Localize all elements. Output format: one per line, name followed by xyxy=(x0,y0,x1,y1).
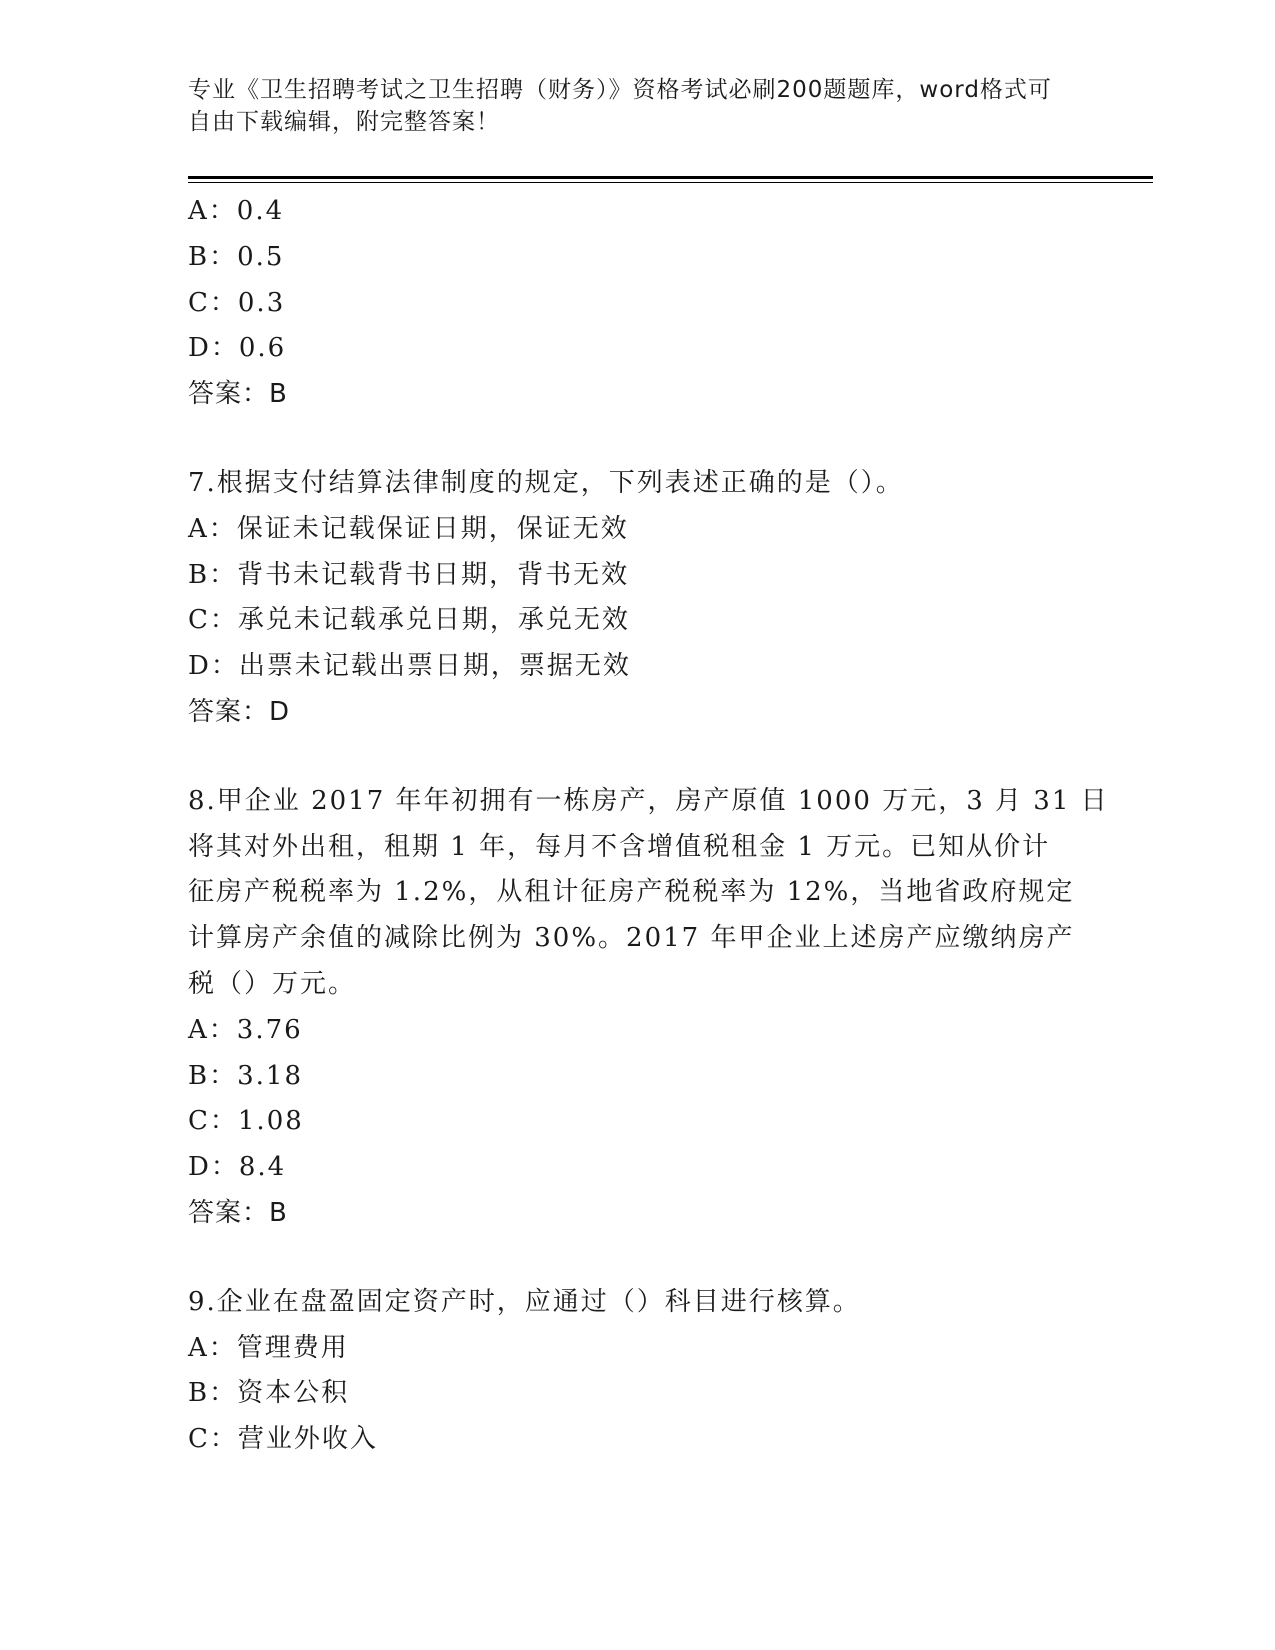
document-page xyxy=(188,0,1153,1650)
question-6 xyxy=(188,189,1048,418)
header-rule-thick xyxy=(188,176,1153,179)
option-a: A：保证未记载保证日期，保证无效 xyxy=(188,513,629,544)
answer: 答案：D xyxy=(188,696,291,727)
option-b: B：背书未记载背书日期，背书无效 xyxy=(188,559,630,590)
option-d: D：0.6 xyxy=(188,333,287,364)
question-text: 7.根据支付结算法律制度的规定，下列表述正确的是（）。 xyxy=(188,467,904,498)
question-9 xyxy=(188,1280,1048,1463)
question-text-line: 税（）万元。 xyxy=(188,968,357,999)
option-b: B：资本公积 xyxy=(188,1378,350,1409)
option-a: A：管理费用 xyxy=(188,1332,349,1363)
option-c: C：0.3 xyxy=(188,287,286,318)
option-b: B：3.18 xyxy=(188,1060,303,1091)
answer: 答案：B xyxy=(188,1197,288,1228)
option-c: C：1.08 xyxy=(188,1106,304,1137)
question-text: 9.企业在盘盈固定资产时，应通过（）科目进行核算。 xyxy=(188,1286,861,1317)
question-text-line: 8.甲企业 2017 年年初拥有一栋房产，房产原值 1000 万元，3 月 31 日 xyxy=(188,785,1109,816)
option-c: C：承兑未记载承兑日期，承兑无效 xyxy=(188,605,630,636)
option-c: C：营业外收入 xyxy=(188,1424,378,1455)
question-8 xyxy=(188,779,1109,1237)
question-text-line: 计算房产余值的减除比例为 30%。2017 年甲企业上述房产应缴纳房产 xyxy=(188,923,1075,954)
option-d: D：8.4 xyxy=(188,1152,287,1183)
option-b: B：0.5 xyxy=(188,241,285,272)
spacer xyxy=(188,1237,1048,1280)
question-text-line: 征房产税税率为 1.2%，从租计征房产税税率为 12%，当地省政府规定 xyxy=(188,877,1075,908)
document-body xyxy=(188,189,1109,1463)
question-text-line: 将其对外出租，租期 1 年，每月不含增值税租金 1 万元。已知从价计 xyxy=(188,831,1051,862)
option-a: A：3.76 xyxy=(188,1014,303,1045)
header-rule-thin xyxy=(188,182,1153,183)
option-a: A：0.4 xyxy=(188,196,285,226)
spacer xyxy=(188,736,1048,779)
option-d: D：出票未记载出票日期，票据无效 xyxy=(188,651,631,682)
spacer xyxy=(188,418,1048,461)
answer: 答案：B xyxy=(188,379,288,410)
document-header: 专业《卫生招聘考试之卫生招聘（财务）》资格考试必刷200题题库，word格式可自由下载编辑，附完整答案！ xyxy=(188,77,1052,135)
question-7 xyxy=(188,461,1048,736)
